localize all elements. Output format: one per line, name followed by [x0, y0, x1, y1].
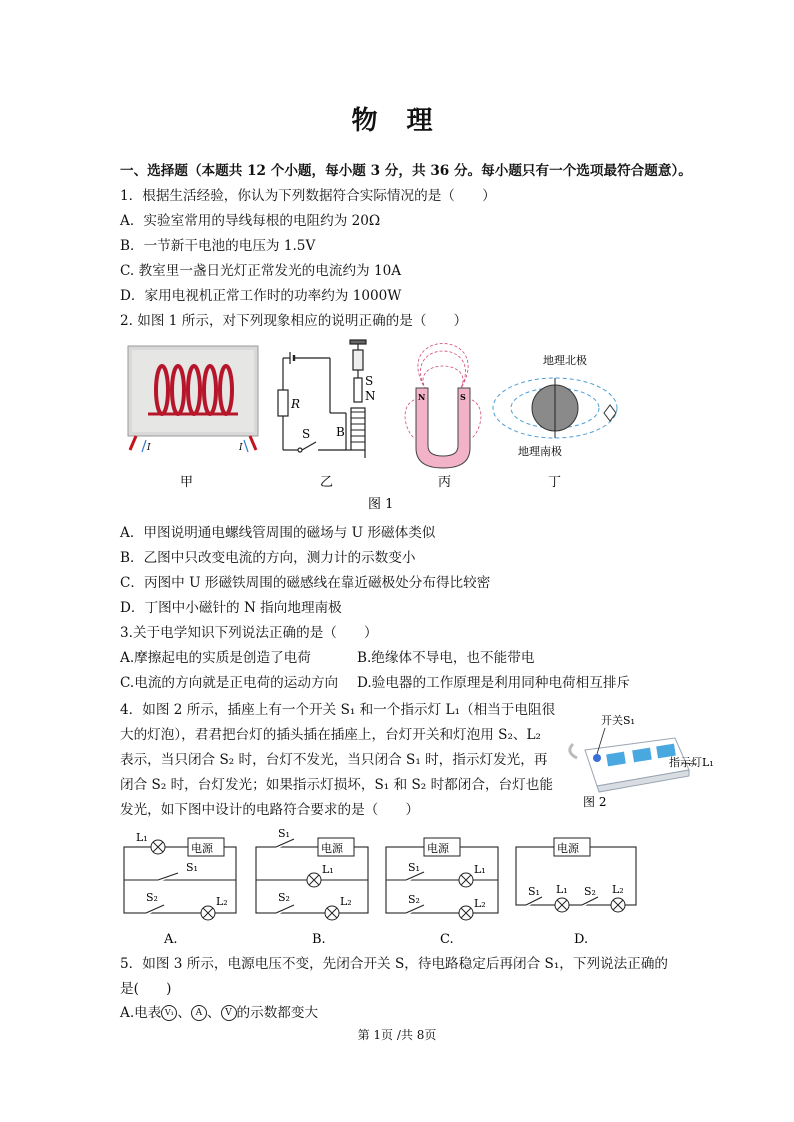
circuit-option-a: A.: [164, 932, 178, 947]
q3-option-c: C.电流的方向就是正电荷的运动方向: [120, 675, 339, 691]
yi-b-label: B: [336, 425, 345, 439]
q4-line-4: 闭合 S₂ 时，台灯发光；如果指示灯损坏，S₁ 和 S₂ 时都闭合，台灯也能: [120, 777, 553, 793]
circuit-a-l2: L₂: [216, 895, 228, 908]
fig2-lamp-label: 指示灯L₁: [669, 756, 714, 769]
yi-s-pole: S: [365, 374, 374, 388]
circuit-b-l2: L₂: [340, 895, 352, 908]
circuit-b-power: 电源: [321, 842, 343, 855]
q1-option-d: D．家用电视机正常工作时的功率约为 1000W: [120, 288, 402, 304]
bing-n-label: N: [418, 392, 426, 402]
fig1-caption: 图 1: [368, 497, 394, 512]
circuit-c-l2: L₂: [474, 897, 486, 910]
q4-circuits: [118, 825, 648, 950]
q1-option-b: B．一节新干电池的电压为 1.5V: [120, 238, 316, 254]
fig1-label-ding: 丁: [548, 475, 562, 490]
circuit-option-c: C.: [440, 932, 454, 947]
q2-option-b: B．乙图中只改变电流的方向，测力计的示数变小: [120, 550, 416, 566]
q1-stem: 1．根据生活经验，你认为下列数据符合实际情况的是（ ）: [120, 188, 496, 204]
fig1-label-bing: 丙: [438, 475, 452, 490]
circuit-c-s1: S₁: [408, 861, 420, 874]
yi-resistor-label: R: [291, 397, 301, 411]
circuit-c-power: 电源: [427, 842, 449, 855]
figure-1-ding-earth: [493, 353, 617, 458]
circuit-c-l1: L₁: [474, 863, 486, 876]
q3-option-d: D.验电器的工作原理是利用同种电荷相互排斥: [357, 675, 631, 691]
fig2-switch-label: 开关S₁: [601, 714, 635, 727]
yi-n-pole: N: [365, 389, 376, 403]
q3-stem: 3.关于电学知识下列说法正确的是（ ）: [120, 625, 378, 641]
jia-current-left: I: [147, 443, 151, 453]
circuit-a-l1: L₁: [136, 831, 148, 844]
q5-sep-1: 、: [177, 1005, 191, 1021]
q2-stem: 2. 如图 1 所示，对下列现象相应的说明正确的是（ ）: [120, 313, 468, 329]
circuit-b-s1: S₁: [278, 827, 290, 840]
circuit-a-power: 电源: [191, 842, 213, 855]
fig1-label-jia: 甲: [180, 475, 194, 490]
q4-line-5: 发光，如下图中设计的电路符合要求的是（ ）: [120, 802, 420, 818]
q5-option-a-suffix: 的示数都变大: [236, 1005, 319, 1021]
circuit-d-l2: L₂: [612, 883, 624, 896]
page-title: 物 理: [351, 106, 443, 136]
circuit-a-s1: S₁: [186, 861, 198, 874]
circuit-d-s1: S₁: [528, 885, 540, 898]
fig1-label-yi: 乙: [320, 475, 334, 490]
ding-south-label: 地理南极: [518, 445, 562, 458]
q5-option-a-prefix: A.电表: [120, 1005, 162, 1021]
circuit-option-d: D.: [574, 932, 589, 947]
q5-stem-line-1: 5．如图 3 所示，电源电压不变，先闭合开关 S，待电路稳定后再闭合 S₁，下列说法正确的: [120, 956, 669, 972]
circuit-b-l1: L₁: [322, 863, 334, 876]
circuit-d-power: 电源: [557, 842, 579, 855]
fig2-caption: 图 2: [583, 795, 607, 809]
circuit-b-s2: S₂: [278, 891, 290, 904]
jia-current-right: I: [239, 443, 243, 453]
circuit-c-s2: S₂: [408, 893, 420, 906]
ding-north-label: 地理北极: [543, 354, 587, 367]
q2-option-d: D．丁图中小磁针的 N 指向地理南极: [120, 600, 342, 616]
figure-1-jia-solenoid-photo: [128, 346, 258, 453]
bing-s-label: S: [460, 392, 466, 402]
circuit-a-s2: S₂: [146, 891, 158, 904]
q5-sep-2: 、: [206, 1005, 221, 1021]
voltmeter-icon: V: [221, 1005, 237, 1021]
q3-option-b: B.绝缘体不导电，也不能带电: [357, 650, 535, 666]
ammeter-icon: A: [191, 1005, 207, 1021]
q1-option-a: A．实验室常用的导线每根的电阻约为 20Ω: [120, 213, 381, 229]
yi-switch-label: S: [302, 427, 311, 441]
q4-line-3: 表示，当只闭合 S₂ 时，台灯不发光，当只闭合 S₁ 时，指示灯发光，再: [120, 752, 548, 768]
q2-option-a: A．甲图说明通电螺线管周围的磁场与 U 形磁体类似: [120, 525, 436, 541]
figure-1: [118, 338, 658, 513]
q2-option-c: C．丙图中 U 形磁铁周围的磁感线在靠近磁极处分布得比较密: [120, 575, 491, 591]
q5-option-a: [120, 1004, 318, 1022]
section-heading: 一、选择题（本题共 12 个小题，每小题 3 分，共 36 分。每小题只有一个选项最符合题意）。: [120, 163, 692, 179]
figure-1-bing-u-magnet: [405, 344, 481, 469]
q4-line-1: 4．如图 2 所示，插座上有一个开关 S₁ 和一个指示灯 L₁（相当于电阻很: [120, 702, 556, 718]
circuit-option-b: B.: [312, 932, 326, 947]
q4-line-2: 大的灯泡），君君把台灯的插头插在插座上，台灯开关和灯泡用 S₂、L₂: [120, 727, 541, 743]
figure-2: [563, 708, 733, 812]
q3-option-a: A.摩擦起电的实质是创造了电荷: [120, 650, 311, 666]
page-footer: 第 1页 /共 8页: [357, 1028, 437, 1042]
circuit-d-l1: L₁: [556, 883, 568, 896]
q1-option-c: C. 教室里一盏日光灯正常发光的电流约为 10A: [120, 263, 402, 279]
circuit-d-s2: S₂: [584, 885, 596, 898]
q5-stem-line-2: 是( ): [120, 981, 172, 997]
voltmeter-v1-icon: V₁: [161, 1005, 177, 1021]
